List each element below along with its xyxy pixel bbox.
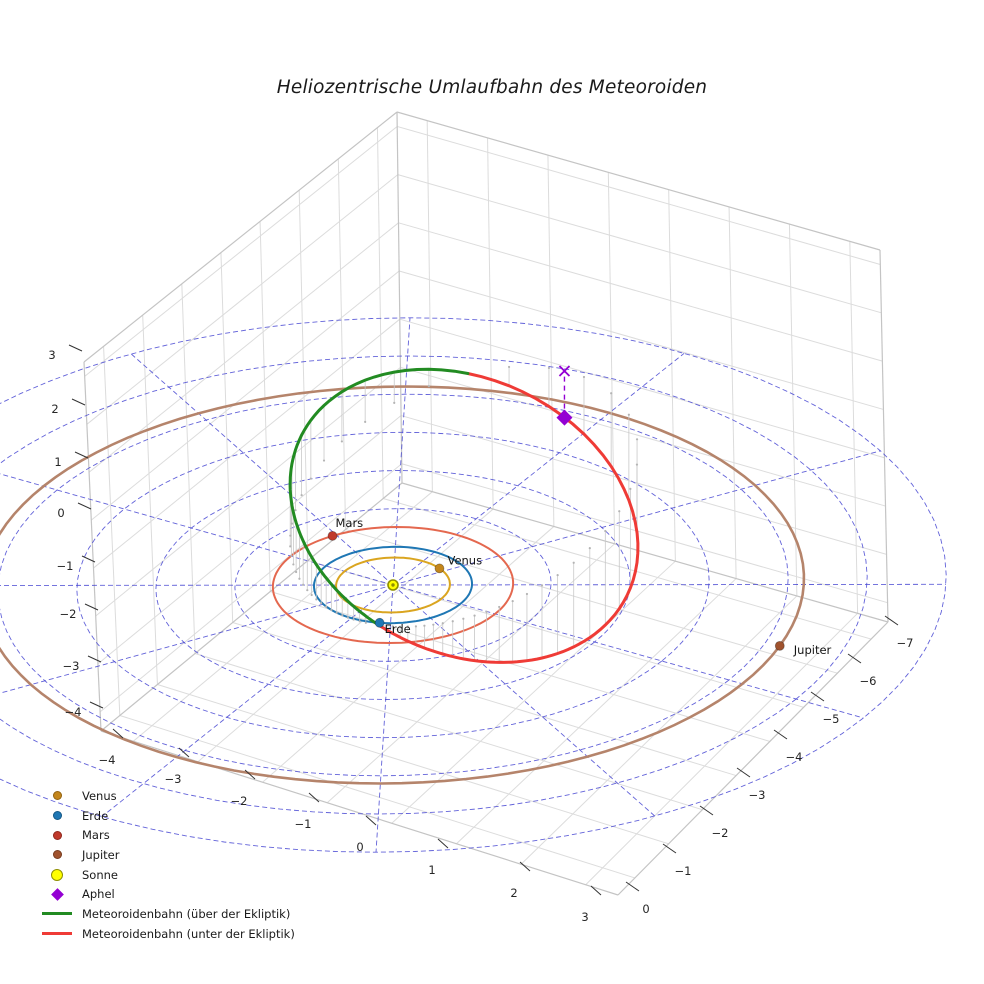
y-axis-tick-label: −1: [674, 864, 692, 878]
stem-dot: [415, 625, 417, 627]
legend-label: Meteoroidenbahn (unter der Ekliptik): [82, 926, 295, 941]
y-axis-tick-label: −3: [748, 788, 766, 802]
stem-dot: [302, 584, 304, 586]
right-wall-grid-line: [548, 155, 554, 526]
z-axis-tick-label: −4: [64, 705, 82, 719]
sun-marker-center: [391, 583, 394, 586]
stem-dot: [325, 606, 327, 608]
legend-label: Jupiter: [82, 847, 120, 862]
meteoroid-above-ecliptic: [290, 369, 468, 625]
stem-dot: [330, 609, 332, 611]
floor-grid-line: [327, 544, 614, 803]
chart-title: Heliozentrische Umlaufbahn des Meteoroiden: [276, 77, 708, 98]
stem-dot: [341, 440, 343, 442]
stem-dot: [289, 545, 291, 547]
stem-dot: [310, 477, 312, 479]
stem-dot: [353, 618, 355, 620]
legend-item-aphel: [40, 884, 295, 904]
stem-dot: [512, 600, 514, 602]
floor-grid-line: [346, 530, 838, 674]
y-axis-tick-label: 0: [642, 902, 650, 916]
x-axis-tick-label: 0: [356, 840, 364, 854]
meteoroid-stems: [289, 366, 638, 663]
planet-label-erde: Erde: [384, 621, 411, 636]
legend-item-venus: [40, 786, 295, 806]
stem-dot: [432, 624, 434, 626]
floor-grid-line: [133, 492, 432, 742]
right-wall-grid-line: [850, 241, 858, 613]
stem-dot: [473, 615, 475, 617]
legend-item-jupiter: [40, 845, 295, 865]
x-axis-tick-label: −4: [98, 753, 116, 767]
z-axis-tick-mark: [88, 656, 101, 662]
stem-dot: [583, 376, 585, 378]
stem-dot: [589, 547, 591, 549]
x-axis-tick-label: −2: [230, 794, 248, 808]
z-axis-tick-mark: [72, 399, 85, 405]
y-axis-tick-label: −6: [859, 674, 877, 688]
stem-dot: [294, 509, 296, 511]
floor-grid-line: [456, 579, 736, 844]
legend-label: Aphel: [82, 887, 115, 902]
stem-dot: [341, 614, 343, 616]
x-axis-tick-label: 3: [581, 910, 589, 924]
planet-marker-erde: [375, 618, 384, 627]
left-wall-grid-line: [85, 126, 398, 376]
stem-dot: [393, 402, 395, 404]
stem-dot: [610, 392, 612, 394]
aphel-group: [556, 366, 572, 426]
red-line-icon: [42, 932, 72, 935]
z-axis-tick-mark: [85, 604, 98, 610]
stem-dot: [289, 535, 291, 537]
stem-dot: [301, 494, 303, 496]
right-wall-grid-line: [402, 464, 888, 603]
floor-grid-line: [308, 561, 804, 708]
z-axis-tick-mark: [78, 503, 91, 509]
right-wall-grid-line: [669, 190, 676, 562]
right-wall-grid-line: [608, 172, 614, 543]
stem-dot: [311, 594, 313, 596]
right-wall-grid-line: [729, 207, 736, 579]
stem-dot: [541, 584, 543, 586]
z-axis-tick-mark: [90, 702, 103, 708]
left-wall-grid-line: [104, 346, 120, 715]
planet-marker-mars: [328, 531, 337, 540]
floor-grid-line: [392, 561, 676, 823]
left-wall-grid-line: [299, 190, 308, 560]
left-wall-grid-line: [100, 464, 402, 712]
erde-marker-icon: [53, 811, 62, 820]
y-axis-tick-label: −4: [785, 750, 803, 764]
legend-item-sonne: [40, 865, 295, 885]
stem-dot: [573, 562, 575, 564]
legend-label: Sonne: [82, 867, 118, 882]
stem-dot: [315, 598, 317, 600]
y-axis-tick-label: −7: [896, 636, 914, 650]
stem-dot: [508, 366, 510, 368]
axes-box-edge: [880, 250, 888, 622]
y-axis-tick-mark: [663, 844, 676, 853]
y-axis-tick-label: −5: [822, 712, 840, 726]
left-wall-grid-line: [91, 271, 399, 520]
legend-item-erde: [40, 806, 295, 826]
planet-label-mars: Mars: [335, 515, 364, 530]
z-axis-tick-label: −2: [59, 607, 77, 621]
axes-box-edge: [397, 112, 880, 250]
stem-dot: [618, 510, 620, 512]
y-axis-tick-mark: [626, 882, 639, 891]
right-wall-grid-line: [488, 138, 494, 509]
x-axis-tick-mark: [591, 886, 601, 895]
right-wall-grid-line: [427, 121, 432, 492]
floor-grid-line: [263, 526, 554, 782]
stem-dot: [320, 602, 322, 604]
stem-dot: [423, 625, 425, 627]
stem-dot: [359, 620, 361, 622]
legend: [40, 786, 295, 944]
z-axis-tick-mark: [69, 345, 82, 351]
stem-dot: [428, 385, 430, 387]
stem-dot: [526, 593, 528, 595]
floor-grid-line: [270, 592, 770, 742]
stem-dot: [557, 574, 559, 576]
y-axis-tick-label: −2: [711, 826, 729, 840]
mars-marker-icon: [53, 831, 62, 840]
z-axis-tick-label: 3: [48, 348, 56, 362]
stem-dot: [462, 618, 464, 620]
legend-label: Meteoroidenbahn (über der Ekliptik): [82, 906, 291, 921]
meteoroid-below-ecliptic: [379, 374, 638, 663]
z-axis-tick-label: −1: [56, 559, 74, 573]
stem-dot: [452, 620, 454, 622]
planet-marker-venus: [435, 564, 444, 573]
stem-dot: [442, 622, 444, 624]
floor-grid-line: [383, 499, 871, 640]
stem-dot: [498, 606, 500, 608]
z-axis-tick-mark: [75, 452, 88, 458]
stem-dot: [292, 563, 294, 565]
legend-item-mars: [40, 825, 295, 845]
left-wall-grid-line: [377, 128, 383, 499]
axes-box-edge: [397, 112, 402, 483]
legend-label: Erde: [82, 808, 109, 823]
z-axis-tick-label: 0: [57, 506, 65, 520]
stem-dot: [629, 488, 631, 490]
stem-dot: [336, 612, 338, 614]
jupiter-marker-icon: [53, 850, 62, 859]
axes-box-edge: [84, 112, 397, 362]
left-wall-grid-line: [96, 367, 401, 616]
stem-dot: [290, 555, 292, 557]
green-line-icon: [42, 912, 72, 915]
stem-dot: [636, 463, 638, 465]
stem-dot: [291, 523, 293, 525]
legend-label: Mars: [82, 828, 110, 843]
stem-dot: [636, 438, 638, 440]
stem-dot: [306, 589, 308, 591]
legend-item-meteoroid-below: [40, 924, 295, 944]
stem-dot: [365, 622, 367, 624]
legend-item-meteoroid-above: [40, 904, 295, 924]
legend-label: Venus: [82, 788, 117, 803]
planet-marker-jupiter: [775, 641, 784, 650]
z-axis-tick-label: 2: [51, 402, 59, 416]
z-axis-tick-label: −3: [62, 659, 80, 673]
aphel-marker-icon: [51, 888, 64, 901]
stem-dot: [485, 611, 487, 613]
stem-dot: [364, 421, 366, 423]
stem-dot: [295, 571, 297, 573]
stem-dot: [347, 616, 349, 618]
z-axis-tick-label: 1: [54, 455, 62, 469]
planet-label-venus: Venus: [447, 553, 483, 568]
stem-dot: [548, 367, 550, 369]
venus-marker-icon: [53, 791, 62, 800]
left-wall-grid-line: [260, 221, 270, 591]
stem-dot: [323, 459, 325, 461]
axes-box-edge: [84, 362, 101, 731]
x-axis-tick-label: −3: [164, 772, 182, 786]
x-axis-tick-label: 1: [428, 863, 436, 877]
pane-grids: [85, 121, 888, 885]
stem-dot: [628, 414, 630, 416]
x-axis-tick-label: 2: [510, 886, 518, 900]
stem-dot: [604, 530, 606, 532]
stem-dot: [298, 578, 300, 580]
x-axis-tick-label: −1: [294, 817, 312, 831]
polar-spoke: [393, 584, 946, 585]
planet-label-jupiter: Jupiter: [793, 642, 832, 657]
sun-marker-icon: [51, 869, 63, 881]
